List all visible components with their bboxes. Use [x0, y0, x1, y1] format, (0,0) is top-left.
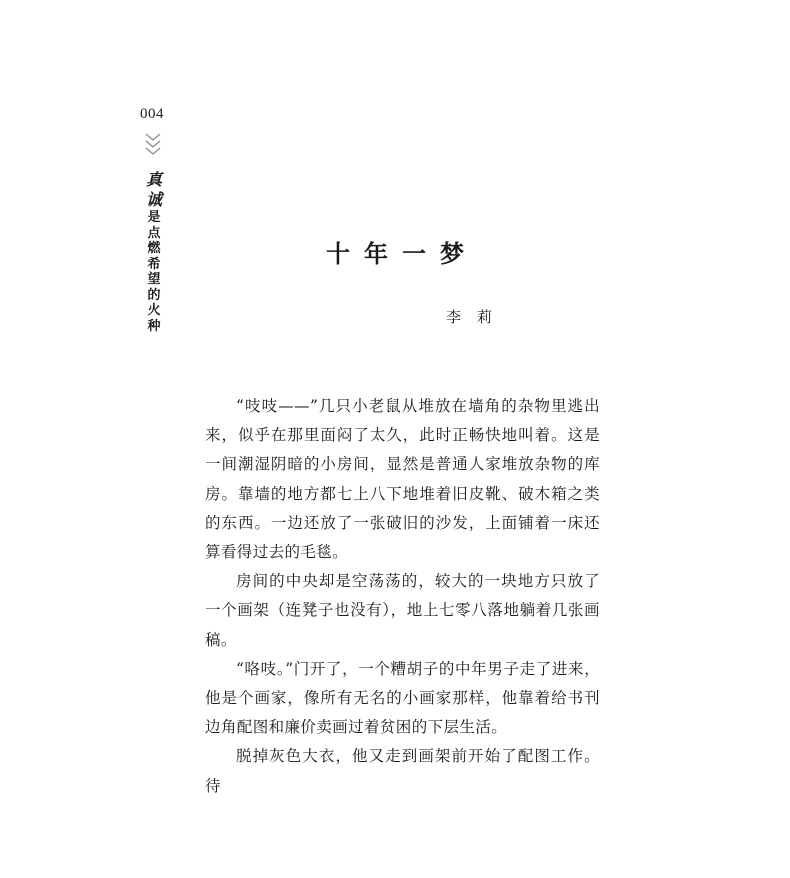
series-title-char: 诚 — [145, 190, 162, 209]
paragraph: “吱吱——”几只小老鼠从堆放在墙角的杂物里逃出来，似乎在那里面闷了太久，此时正畅快地叫着。这是一间潮湿阴暗的小房间，显然是普通人家堆放杂物的库房。靠墙的地方都七上八下地堆着旧皮靴、破木箱之类的东西。一边还放了一张破旧的沙发，上面铺着一床还算看得过去的毛毯。 — [205, 397, 600, 562]
series-subtitle-char: 望 — [147, 272, 161, 287]
series-subtitle-char: 希 — [147, 256, 161, 272]
series-subtitle-char: 的 — [147, 287, 161, 303]
paragraph: 房间的中央却是空荡荡的，较大的一块地方只放了一个画架（连凳子也没有），地上七零八落地躺着几张画稿。 — [205, 572, 600, 649]
series-subtitle-char: 燃 — [147, 241, 161, 256]
paragraph: 脱掉灰色大衣，他又走到画架前开始了配图工作。待 — [205, 747, 600, 795]
author-name: 李莉 — [446, 308, 509, 326]
series-title-char: 真 — [145, 170, 162, 189]
series-subtitle-char: 是 — [147, 210, 161, 225]
series-subtitle-char: 火 — [147, 303, 161, 318]
article-title: 十年一梦 — [326, 239, 478, 268]
article-body — [205, 392, 600, 801]
series-subtitle-char: 点 — [147, 225, 161, 241]
page-number: 004 — [140, 106, 164, 122]
chevron-down-icon — [143, 130, 163, 162]
series-subtitle-char: 种 — [147, 318, 161, 334]
paragraph: “咯吱。”门开了，一个糟胡子的中年男子走了进来，他是个画家，像所有无名的小画家那样，他靠着给书刊边角配图和廉价卖画过着贫困的下层生活。 — [205, 659, 600, 737]
